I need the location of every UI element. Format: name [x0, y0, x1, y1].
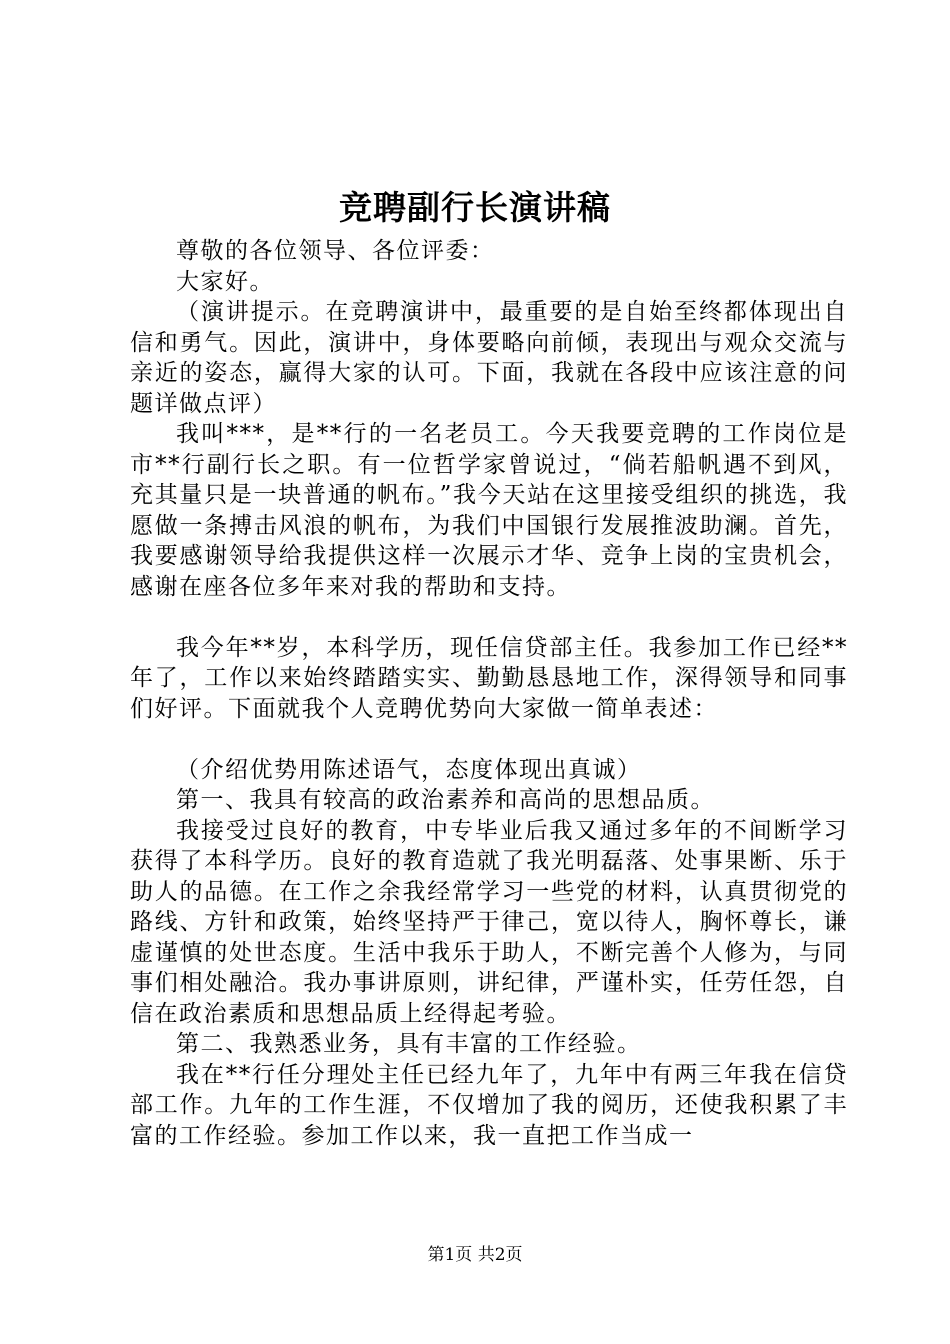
paragraph-background: 我今年**岁，本科学历，现任信贷部主任。我参加工作已经**年了，工作以来始终踏踏实实、勤勤恳恳地工作，深得领导和同事们好评。下面就我个人竞聘优势向大家做一简单表述：	[130, 634, 848, 722]
document-title: 竞聘副行长演讲稿	[339, 188, 611, 227]
paragraph-speech-tip: （演讲提示。在竞聘演讲中，最重要的是自始至终都体现出自信和勇气。因此，演讲中，身体要略向前倾，表现出与观众交流与亲近的姿态，赢得大家的认可。下面，我就在各段中应该注意的问题详做点评）	[130, 299, 848, 417]
paragraph-advantage-tip: （介绍优势用陈述语气，态度体现出真诚）	[176, 756, 642, 783]
paragraph-point-two-heading: 第二、我熟悉业务，具有丰富的工作经验。	[176, 1031, 642, 1057]
paragraph-salutation: 尊敬的各位领导、各位评委：	[176, 238, 495, 264]
paragraph-point-one-body: 我接受过良好的教育，中专毕业后我又通过多年的不间断学习获得了本科学历。良好的教育造就了我光明磊落、处事果断、乐于助人的品德。在工作之余我经常学习一些党的材料，认真贯彻党的路线、方针和政策，始终坚持严于律己，宽以待人，胸怀尊长，谦虚谨慎的处世态度。生活中我乐于助人，不断完善个人修为，与同事们相处融洽。我办事讲原则，讲纪律，严谨朴实，任劳任怨，自信在政治素质和思想品质上经得起考验。	[130, 817, 848, 1027]
document-body	[130, 236, 848, 1151]
page-number-footer: 第1页 共2页	[427, 1245, 523, 1265]
paragraph-point-two-body: 我在**行任分理处主任已经九年了，九年中有两三年我在信贷部工作。九年的工作生涯，不仅增加了我的阅历，还使我积累了丰富的工作经验。参加工作以来，我一直把工作当成一	[130, 1061, 848, 1149]
paragraph-introduction: 我叫***，是**行的一名老员工。今天我要竞聘的工作岗位是市**行副行长之职。有一位哲学家曾说过，“倘若船帆遇不到风，充其量只是一块普通的帆布。”我今天站在这里接受组织的挑选，我愿做一条搏击风浪的帆布，为我们中国银行发展推波助澜。首先，我要感谢领导给我提供这样一次展示才华、竞争上岗的宝贵机会，感谢在座各位多年来对我的帮助和支持。	[130, 421, 848, 600]
paragraph-greeting: 大家好。	[176, 268, 274, 295]
paragraph-point-one-heading: 第一、我具有较高的政治素养和高尚的思想品质。	[176, 787, 715, 813]
